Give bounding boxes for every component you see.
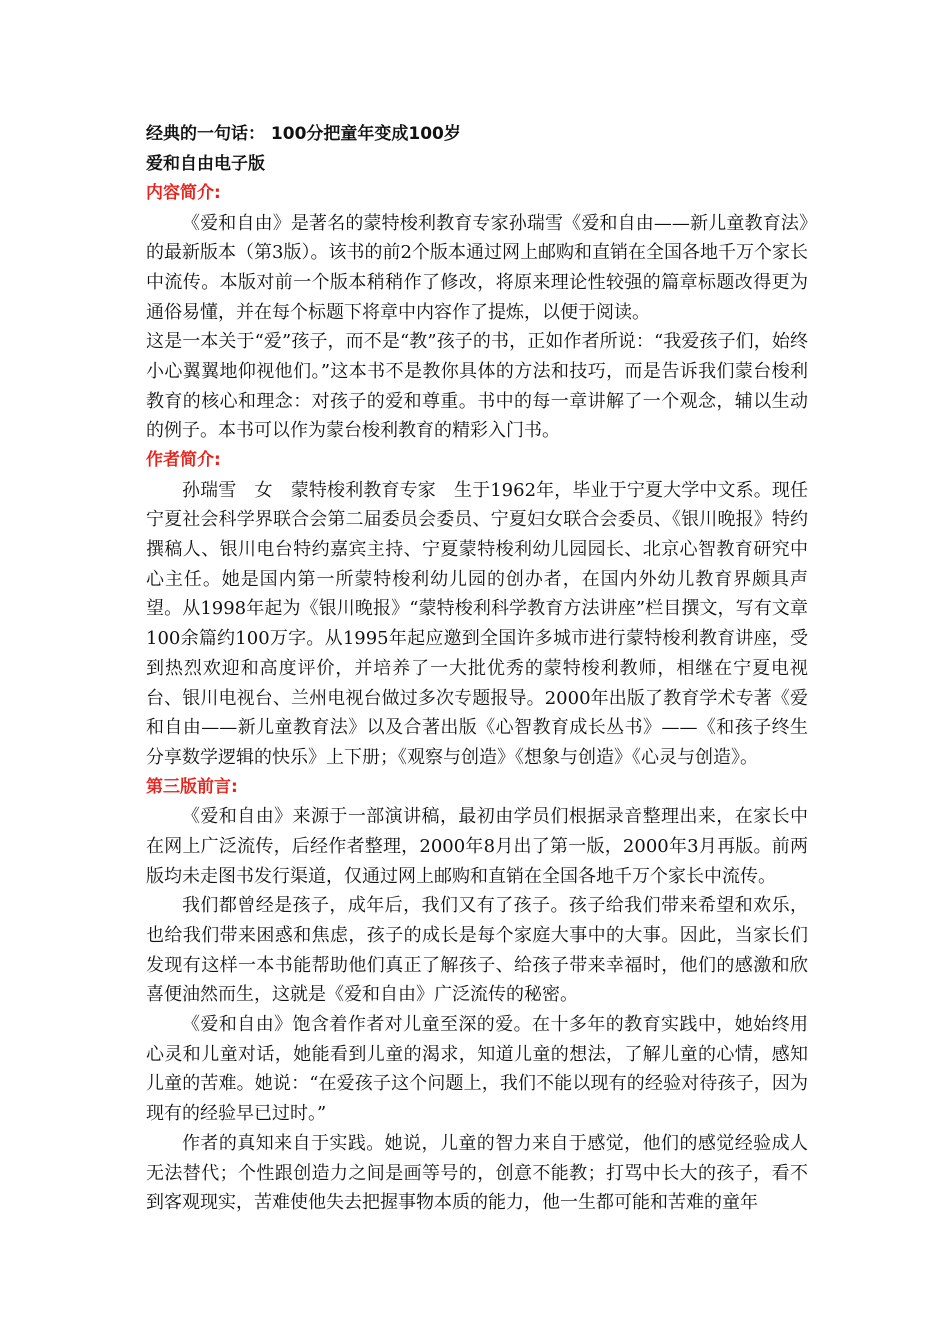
document-subtitle: 爱和自由电子版 [146, 153, 265, 174]
preface-paragraph-4: 作者的真知来自于实践。她说，儿童的智力来自于感觉，他们的感觉经验成人无法替代；个性跟创造力之间是画等号的，创意不能教；打骂中长大的孩子，看不到客观现实，苦难使他失去把握事物本质的能力，他一生都可能和苦难的童年 [146, 1132, 808, 1214]
document-page [146, 120, 808, 1218]
preface-paragraph-1: 《爱和自由》来源于一部演讲稿，最初由学员们根据录音整理出来，在家长中在网上广泛流传，后经作者整理，2000年8月出了第一版，2000年3月再版。前两版均未走图书发行渠道，仅通过网上邮购和直销在全国各地千万个家长中流传。 [146, 806, 808, 887]
preface-paragraph-2: 我们都曾经是孩子，成年后，我们又有了孩子。孩子给我们带来希望和欢乐，也给我们带来困惑和焦虑，孩子的成长是每个家庭大事中的大事。因此，当家长们发现有这样一本书能帮助他们真正了解孩子、给孩子带来幸福时，他们的感激和欣喜便油然而生，这就是《爱和自由》广泛流传的秘密。 [146, 895, 808, 1006]
author-heading: 作者简介: [146, 450, 221, 471]
intro-heading: 内容简介: [146, 183, 221, 203]
preface-heading: 第三版前言: [146, 776, 238, 797]
preface-paragraph-3: 《爱和自由》饱含着作者对儿童至深的爱。在十多年的教育实践中，她始终用心灵和儿童对话，她能看到儿童的渴求，知道儿童的想法，了解儿童的心情，感知儿童的苦难。她说：“在爱孩子这个问题上，我们不能以现有的经验对待孩子，因为现有的经验早已过时。” [146, 1014, 808, 1125]
intro-paragraph-2: 这是一本关于“爱”孩子，而不是“教”孩子的书，正如作者所说：“我爱孩子们，始终小心翼翼地仰视他们。”这本书不是教你具体的方法和技巧，而是告诉我们蒙台梭利教育的核心和理念：对孩子的爱和尊重。书中的每一章讲解了一个观念，辅以生动的例子。本书可以作为蒙台梭利教育的精彩入门书。 [146, 331, 808, 442]
document-title: 经典的一句话： 100分把童年变成100岁 [146, 124, 461, 144]
author-paragraph-1: 孙瑞雪 女 蒙特梭利教育专家 生于1962年，毕业于宁夏大学中文系。现任宁夏社会科学界联合会第二届委员会委员、宁夏妇女联合会委员、《银川晚报》特约撰稿人、银川电台特约嘉宾主持、宁夏蒙特梭利幼儿园园长、北京心智教育研究中心主任。她是国内第一所蒙特梭利幼儿园的创办者，在国内外幼儿教育界颇具声望。从1998年起为《银川晚报》“蒙特梭利科学教育方法讲座”栏目撰文，写有文章100余篇约100万字。从1995年起应邀到全国许多城市进行蒙特梭利教育讲座，受到热烈欢迎和高度评价，并培养了一大批优秀的蒙特梭利教师，相继在宁夏电视台、银川电视台、兰州电视台做过多次专题报导。2000年出版了教育学术专著《爱和自由——新儿童教育法》以及合著出版《心智教育成长丛书》——《和孩子终生分享数学逻辑的快乐》上下册；《观察与创造》《想象与创造》《心灵与创造》。 [146, 479, 808, 768]
intro-paragraph-1: 《爱和自由》是著名的蒙特梭利教育专家孙瑞雪《爱和自由——新儿童教育法》的最新版本（第3版）。该书的前2个版本通过网上邮购和直销在全国各地千万个家长中流传。本版对前一个版本稍稍作了修改，将原来理论性较强的篇章标题改得更为通俗易懂，并在每个标题下将章中内容作了提炼，以便于阅读。 [146, 212, 808, 323]
